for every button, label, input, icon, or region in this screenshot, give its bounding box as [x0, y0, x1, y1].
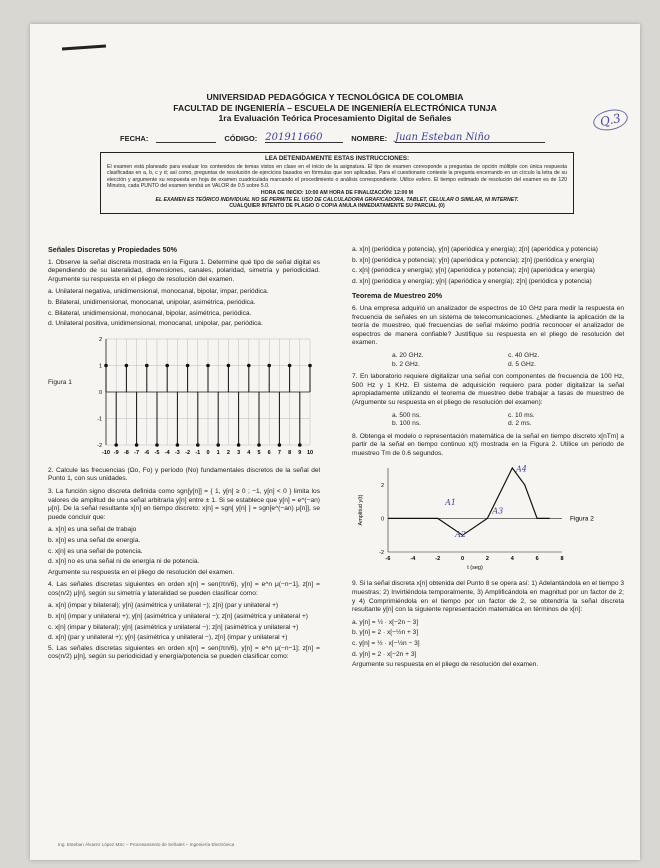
x-tick-label: 4 — [510, 556, 514, 563]
faculty-name: FACULTAD DE INGENIERÍA – ESCUELA DE INGENIERÍA ELECTRÓNICA TUNJA — [173, 102, 497, 113]
q9-option-a[interactable]: a. y[n] = ½ · x[−2n − 3] — [352, 618, 419, 626]
x-tick-label: -10 — [102, 449, 110, 456]
q3-option-b[interactable]: b. x[n] es una señal de energía. — [48, 536, 141, 544]
q7-option-c[interactable]: c. 10 ms. — [508, 411, 535, 419]
x-tick-label: 4 — [247, 449, 251, 456]
question-3: 3. La función signo discreta definida como sgn[y[n]] = { 1, y[n] ≥ 0 ; −1, y[n] < 0 } limita los valores de amplitud de una señal arbitraria y[n] entre ± 1. Si se establece que y[n] = e^(−an) μ[n]. De la señal resultante x[n] en tiempo discreto: x[n] = sgn[ y[n] ] = sgn[e^(−an) μ[n]], se puede concluir que: — [48, 487, 320, 521]
instructions-title: LEA DETENIDAMENTE ESTAS INSTRUCCIONES: — [264, 155, 410, 162]
question-8: 8. Obtenga el modelo o representación matemática de la señal en tiempo discreto x[nTm] a partir de la señal en tiempo continuo x(t) mostrada en la Figura 2. Utilice un periodo de muestreo Tm de 0.6 segundos. — [352, 432, 624, 457]
student-fields — [120, 132, 545, 143]
x-tick-label: 8 — [288, 449, 292, 456]
y-tick-label: 0 — [380, 516, 384, 523]
stem-point — [278, 443, 282, 447]
q3-argument: Argumente su respuesta en el pliego de resolución del examen. — [48, 568, 235, 576]
question-9: 9. Si la señal discreta x[n] obtenida del Punto 8 se opera así: 1) Adelantándola en el tiempo 3 muestras; 2) Invirtiéndola temporalmente, 3) Amplificándola en magnitud por un factor de 2; y 4) Comprimiéndola en el tiempo por un factor de 2, se obtendría la señal discreta resultante y[n] con la siguiente representación matemática en términos de x[n]: — [352, 580, 624, 614]
stem-point — [216, 443, 220, 447]
stem-point — [135, 443, 139, 447]
question-4: 4. Las señales discretas siguientes en orden x[n] = sen(πn/6), y[n] = e^n μ(−n−1], z[n] = cos(n/2) μ[n], según su simetría y lateralidad se pueden clasificar como: — [48, 581, 320, 597]
q4-option-b[interactable]: b. x[n] (impar y unilateral +); y[n] (asimétrica y unilateral −); z[n] (asimétrica y unilateral +) — [48, 613, 308, 621]
exam-sheet — [30, 24, 640, 860]
codigo-label: CÓDIGO: — [224, 134, 258, 143]
figure-1-plot — [48, 333, 318, 461]
x-tick-label: -4 — [410, 556, 416, 563]
stem-point — [257, 443, 261, 447]
figure-2 — [352, 462, 622, 574]
x-tick-label: 7 — [277, 449, 281, 456]
q5-option-b[interactable]: b. x[n] (periódica y potencia); y[n] (aperiódica y potencia); z[n] (periódica y energía) — [352, 256, 595, 264]
x-tick-label: 3 — [237, 449, 241, 456]
page-footer: Ing. Esteban Álvarez López MSc – Procesamiento de Señales – Ingeniería Electrónica — [58, 842, 235, 847]
q3-option-c[interactable]: c. x[n] es una señal de potencia. — [48, 547, 143, 555]
figure-1 — [48, 333, 318, 461]
stem-point — [298, 443, 302, 447]
q7-option-a[interactable]: a. 500 ns. — [392, 411, 421, 419]
instructions-rule2: CUALQUIER INTENTO DE PLAGIO O COPIA ANULA INMEDIATAMENTE SU PARCIAL (0) — [229, 203, 445, 210]
x-tick-label: 2 — [226, 449, 230, 456]
q1-options — [48, 288, 320, 328]
y-tick-label: 1 — [98, 363, 102, 370]
figure-1-label: Figura 1 — [48, 378, 72, 386]
x-tick-label: 6 — [267, 449, 271, 456]
figure-2-plot — [352, 462, 624, 574]
fecha-line[interactable] — [156, 132, 216, 143]
q7-option-d[interactable]: d. 2 ms. — [508, 420, 532, 428]
q6-option-b[interactable]: b. 2 GHz. — [392, 360, 420, 368]
section1-title: Señales Discretas y Propiedades 50% — [48, 245, 178, 254]
x-tick-label: -6 — [144, 449, 150, 456]
q9-option-d[interactable]: d. y[n] = 2 · x[−2n + 3] — [352, 650, 417, 658]
stem-point — [227, 363, 231, 367]
fecha-label: FECHA: — [120, 134, 149, 143]
question-6: 6. Una empresa adquirió un analizador de espectros de 10 GHz para medir la respuesta en frecuencia de señales en un sistema de telecomunicaciones. ¿Mediante la aplicación de la teoría de muestreo, qué frecuencias de señal máximo podría reconocer el analizador de espectros de manera confiable? Justifique su respuesta en el pliego de resolución del examen. — [352, 304, 624, 347]
instructions-times: HORA DE INICIO: 10:00 AM HORA DE FINALIZACIÓN: 12:00 M — [260, 189, 414, 196]
q3-option-a[interactable]: a. x[n] es una señal de trabajo — [48, 526, 137, 534]
x-tick-label: 0 — [206, 449, 210, 456]
x-tick-label: -3 — [174, 449, 180, 456]
x-tick-label: -7 — [134, 449, 140, 456]
stem-point — [237, 443, 241, 447]
q6-option-c[interactable]: c. 40 GHz. — [508, 351, 540, 359]
q1-option-a[interactable]: a. Unilateral negativa, unidimensional, monocanal, bipolar, impar, periódica. — [48, 288, 269, 296]
q9-option-b[interactable]: b. y[n] = 2 · x[−½n + 3] — [352, 629, 419, 637]
q5-option-c[interactable]: c. x[n] (periódica y energía); y[n] (aperiódica y potencia); z[n] (aperiódica y energía) — [352, 267, 595, 275]
q6-options — [352, 352, 624, 369]
x-tick-label: 10 — [306, 449, 314, 456]
x-tick-label: 2 — [485, 556, 489, 563]
q5-options — [352, 246, 624, 286]
x-axis-label: t (seg) — [467, 565, 483, 572]
q6-option-a[interactable]: a. 20 GHz. — [392, 351, 424, 359]
stem-point — [308, 363, 312, 367]
q1-option-c[interactable]: c. Bilateral, unidimensional, monocanal, bipolar, asimétrica, periódica. — [48, 309, 252, 317]
q9-option-c[interactable]: c. y[n] = ½ · x[−½n − 3] — [352, 640, 420, 648]
q4-option-d[interactable]: d. x[n] (par y unilateral +); y[n] (asimétrica y unilateral −), z[n] (impar y unilateral +) — [48, 634, 288, 642]
y-tick-label: 2 — [380, 483, 384, 490]
y-tick-label: -1 — [97, 416, 102, 423]
stem-point — [145, 363, 149, 367]
stem-point — [186, 363, 190, 367]
section2-title: Teorema de Muestreo 20% — [352, 291, 443, 301]
university-name: UNIVERSIDAD PEDAGÓGICA Y TECNOLÓGICA DE COLOMBIA — [206, 92, 464, 102]
y-tick-label: -2 — [379, 550, 384, 557]
question-5: 5. Las señales discretas siguientes en orden x[n] = sen(πn/6), y[n] = e^n μ(−n−1]; z[n] = cos(n/2) μ[n], según su periodicidad y energía/potencia se pueden clasificar como: — [48, 644, 320, 661]
handwritten-mark: A4 — [516, 464, 527, 474]
question-7: 7. En laboratorio requiere digitalizar una señal con componentes de frecuencia de 100 Hz, 500 Hz y 1 KHz. El sistema de adquisición requiero para poder digitalizar la señal apropiadamente utilizando el teorema de muestreo debe trabajar a tasas de muestreo de (Argumente su respuesta en el pliego de resolución del examen): — [352, 373, 624, 406]
x-tick-label: 5 — [257, 449, 261, 456]
exam-header — [30, 92, 640, 124]
q7-option-b[interactable]: b. 100 ns. — [392, 420, 421, 428]
question-2: 2. Calcule las frecuencias (Ωo, Fo) y período (No) fundamentales discretos de la señal del Punto 1, con sus unidades. — [48, 466, 320, 483]
x-tick-label: -2 — [185, 449, 191, 456]
stem-point — [114, 443, 118, 447]
stem-point — [155, 443, 159, 447]
q4-option-a[interactable]: a. x[n] (impar y bilateral); y[n] (asimétrica y unilateral −); z[n] (par y unilateral +) — [48, 602, 279, 610]
x-tick-label: -5 — [154, 449, 160, 456]
q5-option-d[interactable]: d. x[n] (periódica y energía); y[n] (aperiódica y energía); z[n] (periódica y potencia) — [352, 277, 592, 285]
stem-point — [176, 443, 180, 447]
q7-options — [352, 412, 624, 429]
exam-title: 1ra Evaluación Teórica Procesamiento Digital de Señales — [218, 113, 452, 123]
x-tick-label: -9 — [113, 449, 119, 456]
x-tick-label: -2 — [435, 556, 441, 563]
y-tick-label: 0 — [98, 389, 102, 396]
x-tick-label: 9 — [298, 449, 302, 456]
q9-argument: Argumente su respuesta en el pliego de resolución del examen. — [352, 661, 539, 669]
left-column — [48, 246, 320, 666]
x-tick-label: 8 — [560, 556, 564, 563]
figure-2-label: Figura 2 — [570, 515, 594, 523]
q5-option-a[interactable]: a. x[n] (periódica y potencia), y[n] (aperiódica y energía); z[n] (aperiódica y potencia) — [352, 246, 598, 253]
handwritten-mark: A2 — [455, 530, 466, 540]
instructions-body: El examen está planeado para evaluar los contenidos de temas vistos en clase en el inicio de la asignatura. El tipo de examen corresponde a preguntas de opción múltiple con única respuesta clasificadas en a, b, c y d; así como, preguntas de resolución de ejercicios basados en fórmulas que son aplicadas. Para el cuestionario conteste la pregunta encerrando en un círculo la letra de su elección y argumente su respuesta en hoja de examen cuadriculada marcando el procedimiento o análisis correspondiente. Utilice esfero. El tiempo estimado de resolución del examen es de 120 Minutos, cada PUNTO del examen tendrá un VALOR de 0.5 sobre 5.0. — [107, 163, 567, 190]
q9-options — [352, 619, 624, 659]
x-tick-label: -4 — [164, 449, 170, 456]
question-1: 1. Observe la señal discreta mostrada en la Figura 1. Determine qué tipo de señal digital es dependiendo de su lateralidad, dimensiones, canales, polaridad, simetría y periodicidad. Argumente su respuesta en el pliego de resolución del examen. — [48, 258, 320, 283]
x-tick-label: -1 — [195, 449, 201, 456]
codigo-value[interactable]: 201911660 — [265, 132, 343, 143]
q4-options — [48, 602, 320, 642]
y-tick-label: 2 — [98, 336, 102, 343]
q3-option-d[interactable]: d. x[n] no es una señal ni de energía ni de potencia. — [48, 558, 200, 566]
q6-option-d[interactable]: d. 5 GHz. — [508, 360, 536, 368]
handwritten-badge: Q.3 — [592, 107, 630, 134]
stem-point — [247, 363, 251, 367]
x-tick-label: 6 — [535, 556, 539, 563]
stem-point — [288, 363, 292, 367]
right-column — [352, 246, 624, 674]
stem-point — [196, 443, 200, 447]
q3-options — [48, 526, 320, 566]
q1-option-d[interactable]: d. Unilateral positiva, unidimensional, monocanal, unipolar, par, periódica. — [48, 320, 263, 328]
handwritten-mark: A3 — [492, 506, 504, 516]
signal-curve — [388, 468, 550, 535]
stem-point — [104, 363, 108, 367]
stem-point — [267, 363, 271, 367]
x-tick-label: 0 — [461, 556, 465, 563]
q4-option-c[interactable]: c. x[n] (impar y bilateral); y[n] (asimétrica y unilateral −); z[n] (asimétrica y unilateral +) — [48, 623, 299, 631]
nombre-label: NOMBRE: — [351, 134, 388, 143]
x-tick-label: 1 — [216, 449, 220, 456]
stem-point — [165, 363, 169, 367]
handwritten-mark: A1 — [445, 498, 457, 508]
x-tick-label: -8 — [123, 449, 129, 456]
y-tick-label: -2 — [97, 442, 102, 449]
stem-point — [125, 363, 129, 367]
x-tick-label: -6 — [385, 556, 391, 563]
stem-point — [206, 363, 210, 367]
instructions-box — [100, 152, 574, 214]
nombre-value[interactable]: Juan Esteban Niño — [395, 132, 545, 143]
q1-option-b[interactable]: b. Bilateral, unidimensional, monocanal, unipolar, asimétrica, periódica. — [48, 298, 256, 306]
pen-mark — [62, 44, 106, 50]
instructions-rule1: EL EXAMEN ES TEÓRICO INDIVIDUAL NO SE PERMITE EL USO DE CALCULADORA GRAFICADORA, TABLET, CELULAR O SIMILAR, NI INTERNET. — [155, 196, 519, 203]
y-axis-label: Amplitud y(t) — [358, 495, 364, 526]
